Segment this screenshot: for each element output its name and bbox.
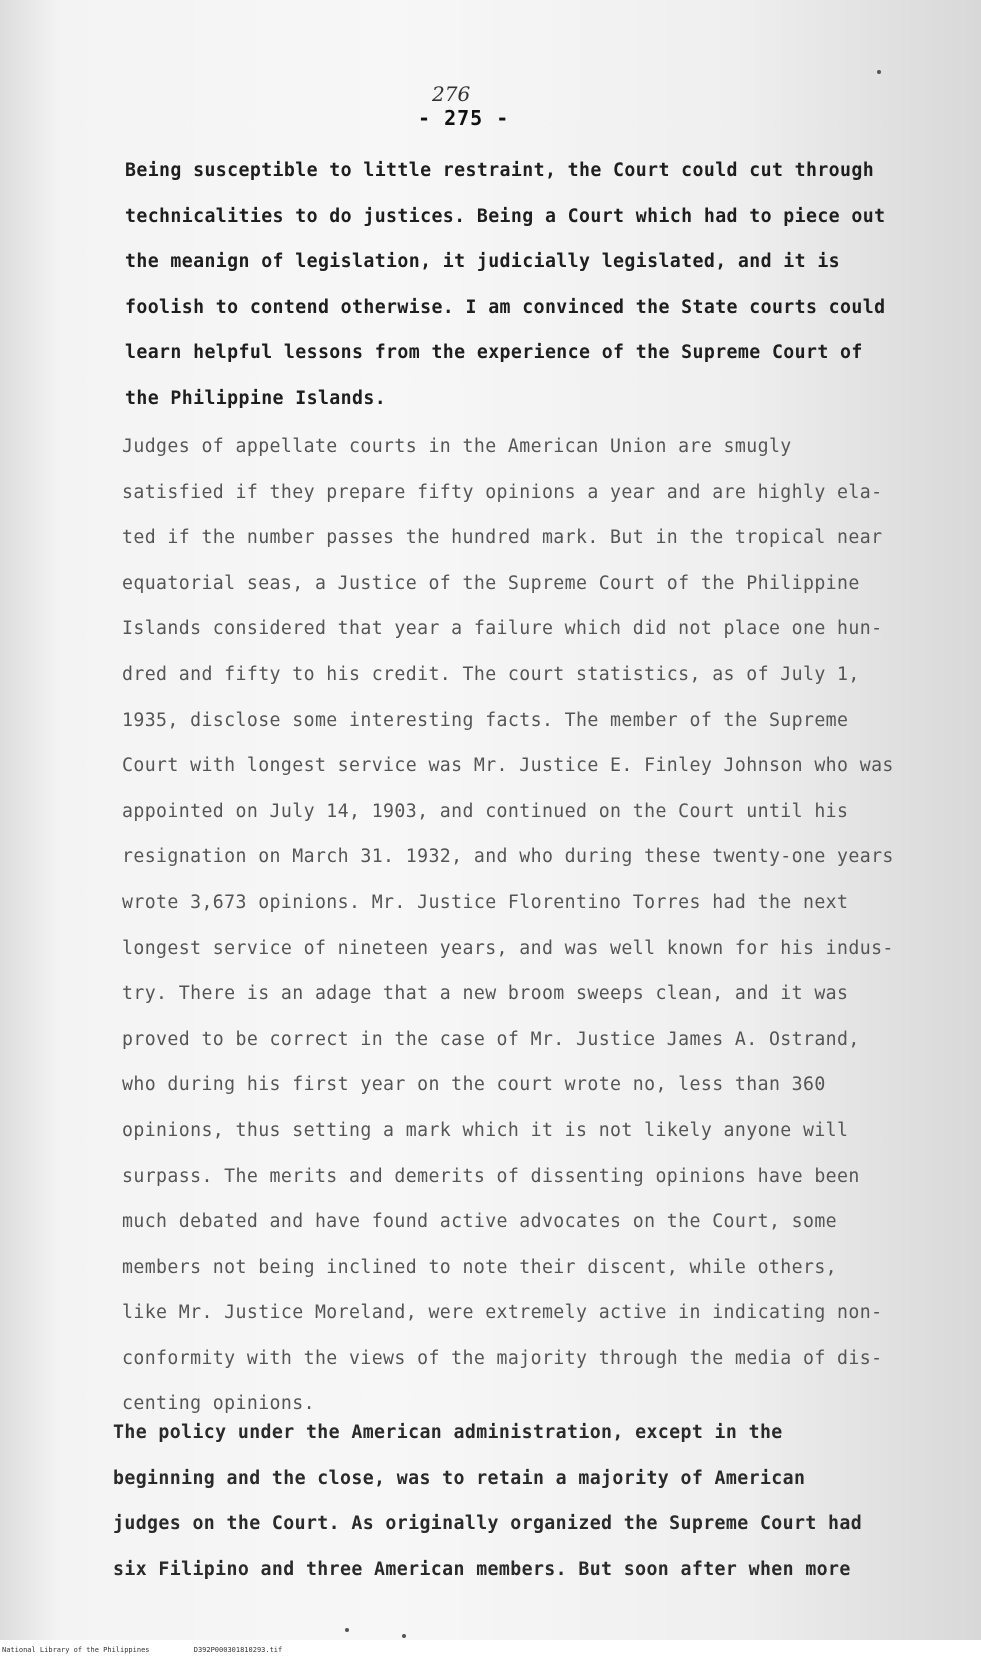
paragraph-court-statistics: Judges of appellate courts in the American Union are smugly satisfied if they prepare fifty opinions a year and are highly ela- ted if the number passes the hundred mark. But in the tropical near equatorial seas, a Justice of the Supreme Court of the Philippine Islands considered that year a failure which did not place one hun- dred and fifty to his credit. The court statistics, as of July 1, 1935, disclose some interesting facts. The member of the Supreme Court with longest service was Mr. Justice E. Finley Johnson who was appointed on July 14, 1903, and continued on the Court until his resignation on March 31. 1932, and who during these twenty-one years wrote 3,673 opinions. Mr. Justice Florentino Torres had the next longest service of nineteen years, and was well known for his indus- try. There is an adage that a new broom sweeps clean, and it was proved to be correct in the case of Mr. Justice James A. Ostrand, who during his first year on the court wrote no, less than 360 opinions, thus setting a mark which it is not likely anyone will surpass. The merits and demerits of dissenting opinions have been much debated and have found active advocates on the Court, some members not being inclined to note their discent, while others, like Mr. Justice Moreland, were extremely active in indicating non- conformity with the views of the majority through the media of dis- centing opinions. bbox=[122, 436, 894, 1415]
footer-file-id: D392P000301810293.tif bbox=[193, 1646, 283, 1654]
scan-speck bbox=[345, 1628, 349, 1632]
scan-speck bbox=[402, 1634, 406, 1638]
paragraph-american-policy: The policy under the American administration, except in the beginning and the close, was to retain a majority of American judges on the Court. As originally organized the Supreme Court had six Filipino and three American members. But soon after when more bbox=[113, 1422, 863, 1580]
scan-speck bbox=[877, 70, 881, 74]
footer-source: National Library of the Philippines bbox=[2, 1646, 150, 1654]
scan-footer bbox=[0, 1643, 981, 1658]
paragraph-court-restraint: Being susceptible to little restraint, the Court could cut through technicalities to do justices. Being a Court which had to piece out the meanign of legislation, it judicially legislated, and it is foolish to contend otherwise. I am convinced the State courts could learn helpful lessons from the experience of the Supreme Court of the Philippine Islands. bbox=[125, 160, 886, 409]
typed-page-number: - 275 - bbox=[418, 106, 510, 130]
handwritten-page-number: 276 bbox=[432, 82, 471, 106]
